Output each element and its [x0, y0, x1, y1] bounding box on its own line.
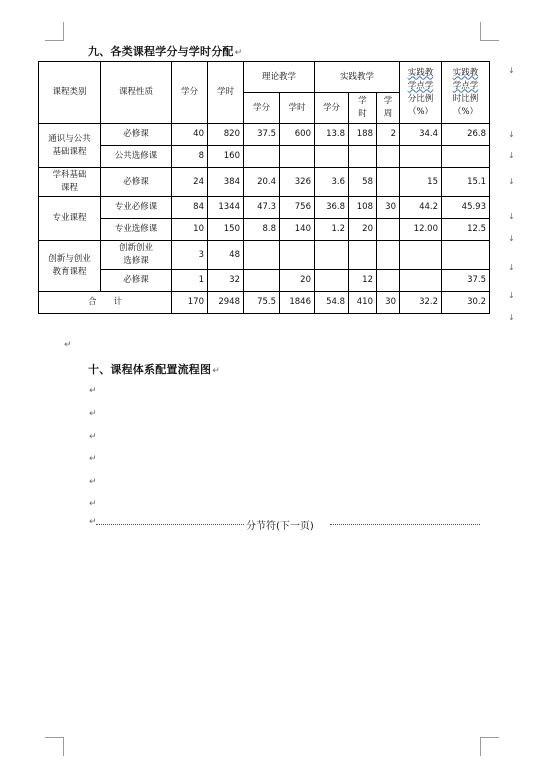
row-end-mark: ↓ [508, 177, 515, 186]
crop-mark-top-left [45, 22, 64, 41]
header-practice-weeks [377, 93, 400, 124]
header-practice-weeks-line1: 学 [383, 96, 393, 106]
header-pcr-line4: （%） [407, 106, 434, 117]
cell-hours: 32 [208, 270, 244, 292]
header-phr-line1: 实践教 [452, 67, 479, 78]
cell-practice-weeks [377, 270, 400, 292]
header-phr-line3: 时比例 [452, 93, 479, 104]
cell-theory-hours [280, 241, 315, 270]
cell-theory-credits: 37.5 [244, 124, 280, 146]
cell-hours: 384 [208, 168, 244, 197]
cell-hours: 150 [208, 219, 244, 241]
cell-credits: 40 [172, 124, 208, 146]
cell-theory-hours: 756 [280, 197, 315, 219]
total-practice-hours: 410 [349, 292, 377, 314]
cell-hours: 1344 [208, 197, 244, 219]
cell-practice-weeks [377, 241, 400, 270]
cell-practice-credits [315, 241, 349, 270]
category-line1: 创新与创业 [48, 254, 91, 264]
cell-credits: 24 [172, 168, 208, 197]
cell-hours: 48 [208, 241, 244, 270]
cell-hour-ratio [442, 146, 490, 168]
total-credit-ratio: 32.2 [400, 292, 442, 314]
cell-practice-credits [315, 270, 349, 292]
section-break-line-right [330, 524, 480, 525]
cell-nature: 必修课 [101, 124, 172, 146]
cell-credits: 84 [172, 197, 208, 219]
cell-practice-hours: 108 [349, 197, 377, 219]
cell-practice-credits [315, 146, 349, 168]
table-row [39, 146, 490, 168]
header-practice-hours-line2: 时 [358, 109, 367, 119]
total-label: 合 计 [39, 292, 172, 314]
row-category: 专业课程 [39, 197, 101, 241]
header-phr-line4: （%） [452, 106, 479, 117]
section-break-line-left [96, 524, 244, 525]
header-pcr-line2: 学点学 [407, 80, 434, 91]
cell-credit-ratio [400, 146, 442, 168]
header-credits: 学分 [172, 62, 208, 124]
cell-hour-ratio: 12.5 [442, 219, 490, 241]
cell-theory-hours: 20 [280, 270, 315, 292]
total-theory-credits: 75.5 [244, 292, 280, 314]
cell-hour-ratio: 15.1 [442, 168, 490, 197]
cell-hour-ratio: 37.5 [442, 270, 490, 292]
total-hour-ratio: 30.2 [442, 292, 490, 314]
row-end-mark: ↓ [508, 212, 515, 221]
table-row [39, 197, 490, 219]
section-9-heading [88, 43, 242, 59]
cell-practice-credits: 36.8 [315, 197, 349, 219]
cell-practice-credits: 1.2 [315, 219, 349, 241]
cell-practice-hours: 58 [349, 168, 377, 197]
cell-hour-ratio: 45.93 [442, 197, 490, 219]
header-practice: 实践教学 [315, 62, 400, 93]
total-practice-weeks: 30 [377, 292, 400, 314]
cell-theory-hours [280, 146, 315, 168]
cell-credit-ratio: 15 [400, 168, 442, 197]
section-10-title: 十、课程体系配置流程图 [88, 363, 212, 376]
empty-paragraph: ↵ [89, 499, 97, 509]
cell-theory-credits: 8.8 [244, 219, 280, 241]
cell-credit-ratio [400, 270, 442, 292]
cell-credit-ratio: 12.00 [400, 219, 442, 241]
section-break [96, 517, 480, 531]
cell-practice-weeks [377, 168, 400, 197]
cell-practice-hours [349, 146, 377, 168]
cell-theory-credits: 47.3 [244, 197, 280, 219]
header-theory-credits: 学分 [244, 93, 280, 124]
category-line2: 基础课程 [52, 146, 87, 157]
cell-nature: 公共选修课 [101, 146, 172, 168]
header-pcr-line1: 实践教 [407, 67, 434, 78]
cell-credit-ratio: 34.4 [400, 124, 442, 146]
row-end-mark: ↓ [508, 263, 515, 272]
paragraph-mark: ↵ [212, 366, 220, 376]
cell-theory-credits [244, 241, 280, 270]
total-hours: 2948 [208, 292, 244, 314]
empty-paragraph: ↵ [89, 454, 97, 464]
empty-paragraph: ↵ [89, 432, 97, 442]
cell-credits: 3 [172, 241, 208, 270]
total-credits: 170 [172, 292, 208, 314]
header-practice-credit-ratio [400, 62, 442, 124]
row-end-mark: ↓ [508, 130, 515, 139]
empty-paragraph: ↵ [89, 409, 97, 419]
cell-practice-weeks [377, 146, 400, 168]
header-practice-hours-line1: 学 [358, 96, 367, 106]
header-hours: 学时 [208, 62, 244, 124]
header-practice-hour-ratio [442, 62, 490, 124]
header-theory-hours: 学时 [280, 93, 315, 124]
section-9-title: 九、各类课程学分与学时分配 [88, 45, 234, 58]
cell-nature: 专业必修课 [101, 197, 172, 219]
header-pcr-line3: 分比例 [407, 93, 434, 104]
row-end-mark: ↓ [508, 313, 515, 322]
credit-hour-table [38, 61, 490, 314]
header-practice-hours [349, 93, 377, 124]
row-end-mark: ↓ [508, 234, 515, 243]
header-practice-credits: 学分 [315, 93, 349, 124]
cell-nature: 专业选修课 [101, 219, 172, 241]
table-row [39, 168, 490, 197]
row-category [39, 124, 101, 168]
cell-practice-weeks: 2 [377, 124, 400, 146]
cell-hour-ratio [442, 241, 490, 270]
cell-nature [101, 241, 172, 270]
category-line2: 教育课程 [52, 267, 87, 277]
table-row [39, 270, 490, 292]
category-line1: 通识与公共 [48, 133, 91, 144]
cell-theory-hours: 140 [280, 219, 315, 241]
cell-practice-hours: 12 [349, 270, 377, 292]
cell-practice-weeks [377, 219, 400, 241]
row-end-mark: ↓ [508, 151, 515, 160]
crop-mark-bottom-left [45, 737, 64, 756]
cell-practice-credits: 13.8 [315, 124, 349, 146]
cell-practice-hours: 188 [349, 124, 377, 146]
row-category [39, 241, 101, 292]
cell-nature: 必修课 [101, 270, 172, 292]
header-nature: 课程性质 [101, 62, 172, 124]
header-practice-weeks-line2: 周 [383, 109, 393, 119]
crop-mark-bottom-right [480, 737, 499, 756]
header-theory: 理论教学 [244, 62, 315, 93]
table-row [39, 124, 490, 146]
category-line2: 课程 [60, 183, 78, 193]
cell-credits: 8 [172, 146, 208, 168]
empty-paragraph: ↵ [64, 340, 72, 350]
cell-theory-credits [244, 270, 280, 292]
table-row [39, 241, 490, 270]
nature-line1: 创新创业 [118, 243, 153, 253]
category-line1: 学科基础 [52, 170, 87, 180]
cell-theory-hours: 326 [280, 168, 315, 197]
cell-credit-ratio: 44.2 [400, 197, 442, 219]
cell-practice-hours [349, 241, 377, 270]
cell-practice-weeks: 30 [377, 197, 400, 219]
total-row [39, 292, 490, 314]
header-category: 课程类别 [39, 62, 101, 124]
empty-paragraph: ↵ [89, 477, 97, 487]
table-row [39, 219, 490, 241]
header-phr-line2: 学点学 [452, 80, 479, 91]
cell-hours: 820 [208, 124, 244, 146]
cell-theory-hours: 600 [280, 124, 315, 146]
cell-theory-credits: 20.4 [244, 168, 280, 197]
cell-credits: 10 [172, 219, 208, 241]
nature-line2: 选修课 [123, 256, 149, 266]
cell-hour-ratio: 26.8 [442, 124, 490, 146]
empty-paragraph: ↵ [89, 386, 97, 396]
row-end-mark: ↓ [508, 291, 515, 300]
paragraph-mark: ↵ [234, 48, 243, 58]
cell-practice-credits: 3.6 [315, 168, 349, 197]
crop-mark-top-right [480, 22, 499, 41]
row-end-mark: ↓ [508, 66, 515, 75]
cell-theory-credits [244, 146, 280, 168]
section-10-heading [88, 361, 220, 377]
cell-credits: 1 [172, 270, 208, 292]
empty-paragraph: ↵ [89, 517, 97, 527]
cell-nature: 必修课 [101, 168, 172, 197]
row-category [39, 168, 101, 197]
section-break-label: 分节符(下一页) [246, 521, 314, 532]
cell-practice-hours: 20 [349, 219, 377, 241]
cell-hours: 160 [208, 146, 244, 168]
total-theory-hours: 1846 [280, 292, 315, 314]
cell-credit-ratio [400, 241, 442, 270]
total-practice-credits: 54.8 [315, 292, 349, 314]
